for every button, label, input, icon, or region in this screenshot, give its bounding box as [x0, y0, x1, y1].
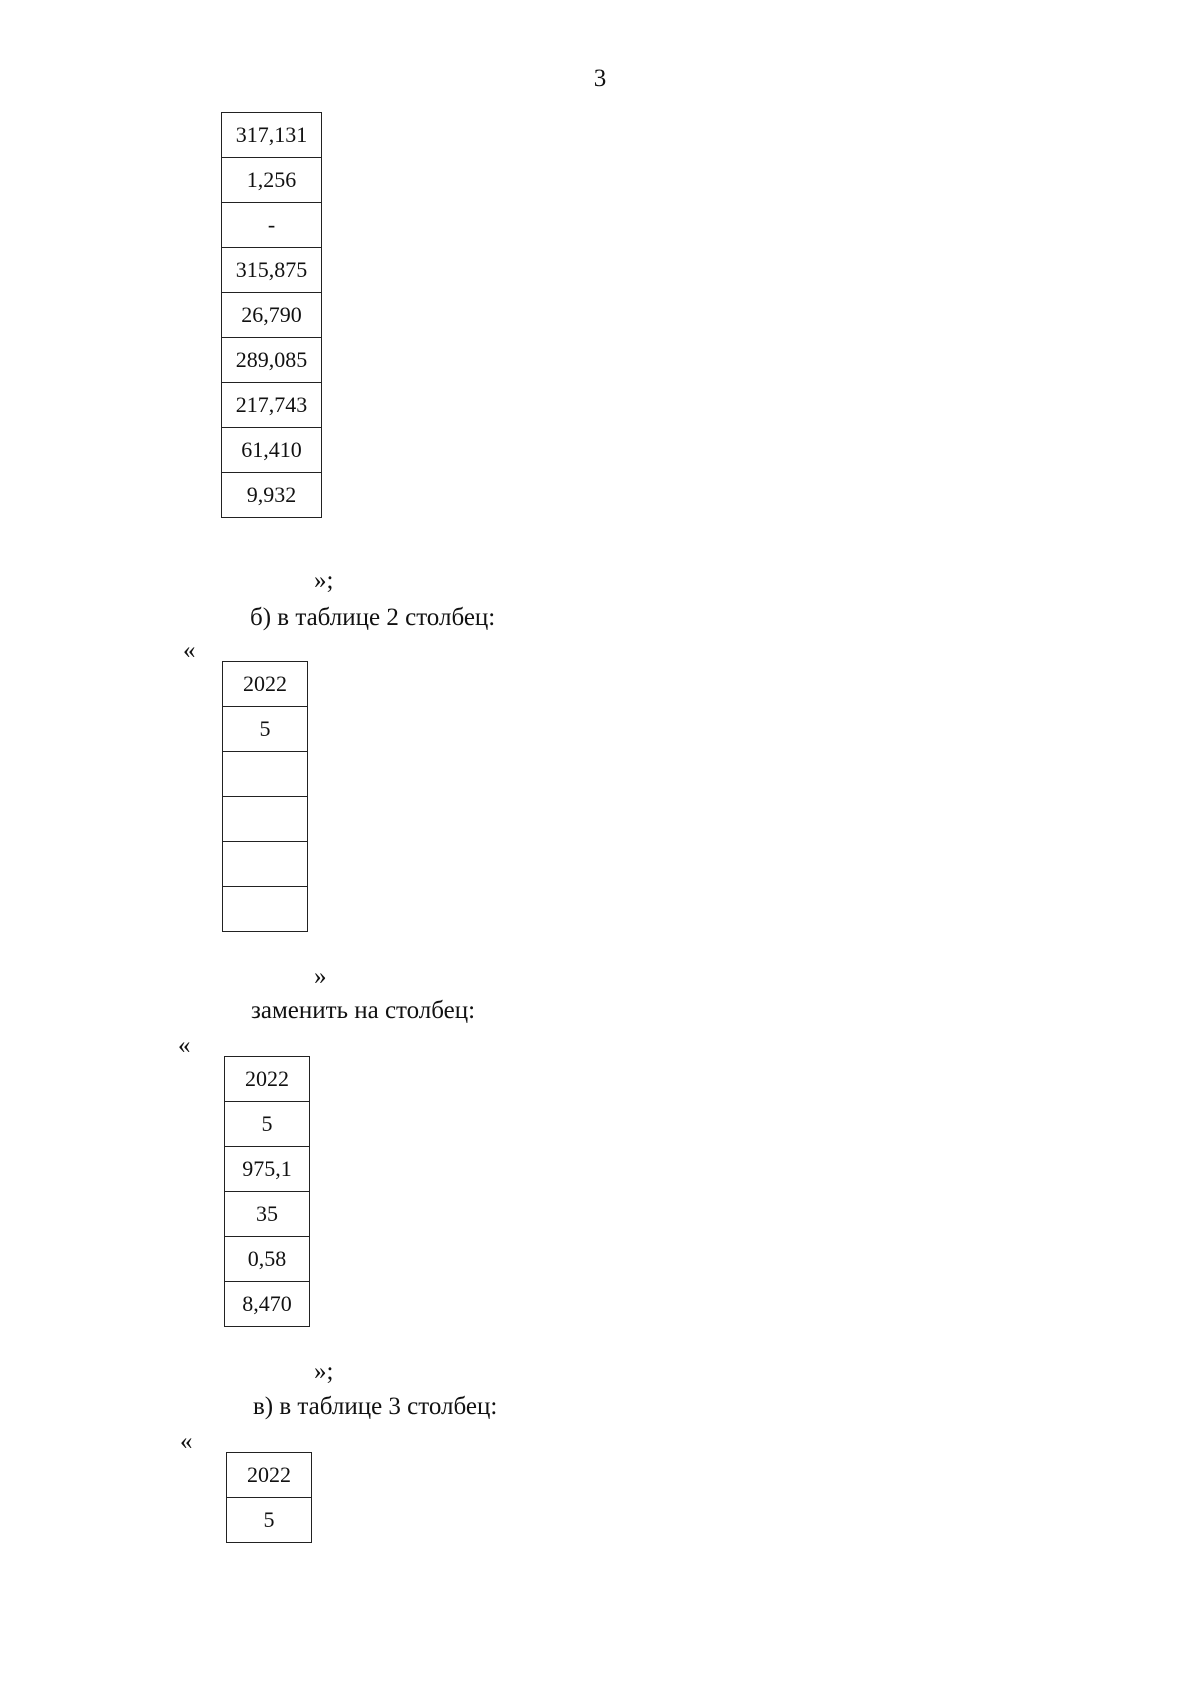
table-cell: [223, 752, 308, 797]
table-3-column: [226, 1452, 312, 1543]
table-cell: 1,256: [222, 158, 322, 203]
table-row: [222, 158, 322, 203]
opening-quote: «: [178, 1032, 191, 1059]
opening-quote: «: [183, 637, 196, 664]
table-cell: [223, 842, 308, 887]
table-cell: 0,58: [225, 1237, 310, 1282]
table-cell: 217,743: [222, 383, 322, 428]
table-row: [222, 203, 322, 248]
table-row: [227, 1498, 312, 1543]
table-cell: 317,131: [222, 113, 322, 158]
table-cell: 5: [223, 707, 308, 752]
table-cell: 2022: [227, 1453, 312, 1498]
table-cell: -: [222, 203, 322, 248]
replace-with-text: заменить на столбец:: [251, 997, 476, 1024]
table-cell: 35: [225, 1192, 310, 1237]
table-cell: 26,790: [222, 293, 322, 338]
table-row: [222, 473, 322, 518]
table-cell: 289,085: [222, 338, 322, 383]
table-row: [223, 662, 308, 707]
table-cell: 61,410: [222, 428, 322, 473]
table-row: [223, 752, 308, 797]
table-row: [225, 1237, 310, 1282]
table-cell: 8,470: [225, 1282, 310, 1327]
table-cell: 2022: [225, 1057, 310, 1102]
table-row: [222, 293, 322, 338]
table-cell: 9,932: [222, 473, 322, 518]
table-row: [222, 383, 322, 428]
table-row: [223, 887, 308, 932]
item-b-text: б) в таблице 2 столбец:: [250, 604, 496, 631]
item-v-text: в) в таблице 3 столбец:: [253, 1393, 498, 1420]
table-row: [223, 842, 308, 887]
table-row: [222, 338, 322, 383]
table-row: [227, 1453, 312, 1498]
closing-quote: »;: [314, 567, 334, 594]
table-row: [222, 428, 322, 473]
table-row: [222, 113, 322, 158]
table-cell: 5: [227, 1498, 312, 1543]
table-row: [223, 707, 308, 752]
table-cell: 975,1: [225, 1147, 310, 1192]
table-row: [225, 1057, 310, 1102]
table-row: [225, 1192, 310, 1237]
opening-quote: «: [180, 1428, 193, 1455]
page-number: 3: [593, 65, 607, 92]
table-cell: 5: [225, 1102, 310, 1147]
table-cell: 315,875: [222, 248, 322, 293]
table-row: [225, 1102, 310, 1147]
table-cell: [223, 887, 308, 932]
closing-quote: »;: [314, 1358, 334, 1385]
table-row: [222, 248, 322, 293]
replacement-column: [224, 1056, 310, 1327]
table-row: [225, 1282, 310, 1327]
table-row: [225, 1147, 310, 1192]
table-a-column: [221, 112, 322, 518]
table-2-column: [222, 661, 308, 932]
table-row: [223, 797, 308, 842]
closing-quote: »: [314, 963, 327, 990]
table-cell: 2022: [223, 662, 308, 707]
table-cell: [223, 797, 308, 842]
